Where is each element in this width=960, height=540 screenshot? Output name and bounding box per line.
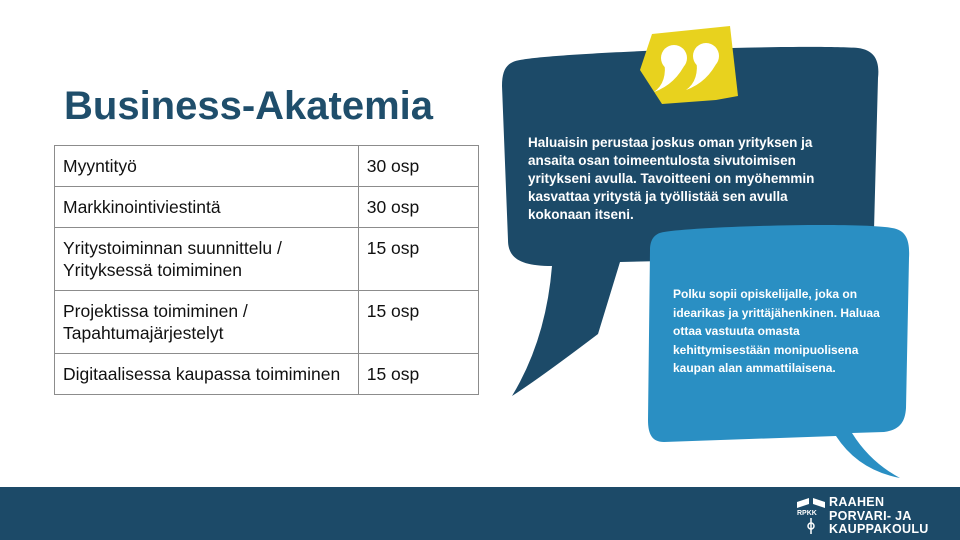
course-credits: 30 osp	[358, 146, 478, 187]
student-quote-text: Haluaisin perustaa joskus oman yrityksen ja ansaita osan toimeentulosta sivutoimisen yritykseni avulla. Tavoitteeni on myöhemmin kasvattaa yritystä ja työllistää sen avulla kokonaan itseni.	[528, 135, 815, 222]
logo-wordmark	[829, 496, 929, 537]
course-name: Myyntityö	[55, 146, 359, 187]
logo-line: PORVARI- JA	[829, 508, 912, 523]
logo-line: RAAHEN	[829, 495, 885, 509]
logo-badge-text: RPKK	[797, 510, 817, 517]
course-credits: 15 osp	[358, 354, 478, 395]
logo-line: KAUPPAKOULU	[829, 522, 929, 536]
course-credits: 15 osp	[358, 228, 478, 291]
course-name: Projektissa toimiminen / Tapahtumajärjestelyt	[55, 291, 359, 354]
course-name: Yritystoiminnan suunnittelu / Yrityksessä toimiminen	[55, 228, 359, 291]
quote-marks-icon	[640, 26, 738, 104]
course-credits: 15 osp	[358, 291, 478, 354]
course-name: Digitaalisessa kaupassa toimiminen	[55, 354, 359, 395]
school-logo	[795, 496, 945, 536]
course-credits: 30 osp	[358, 187, 478, 228]
slide-title: Business-Akatemia	[64, 84, 434, 128]
course-name: Markkinointiviestintä	[55, 187, 359, 228]
path-description-text: Polku sopii opiskelijalle, joka on idearikas ja yrittäjähenkinen. Haluaa ottaa vastuuta omasta kehittymisestään monipuolisena kaupan alan ammattilaisena.	[673, 287, 880, 375]
